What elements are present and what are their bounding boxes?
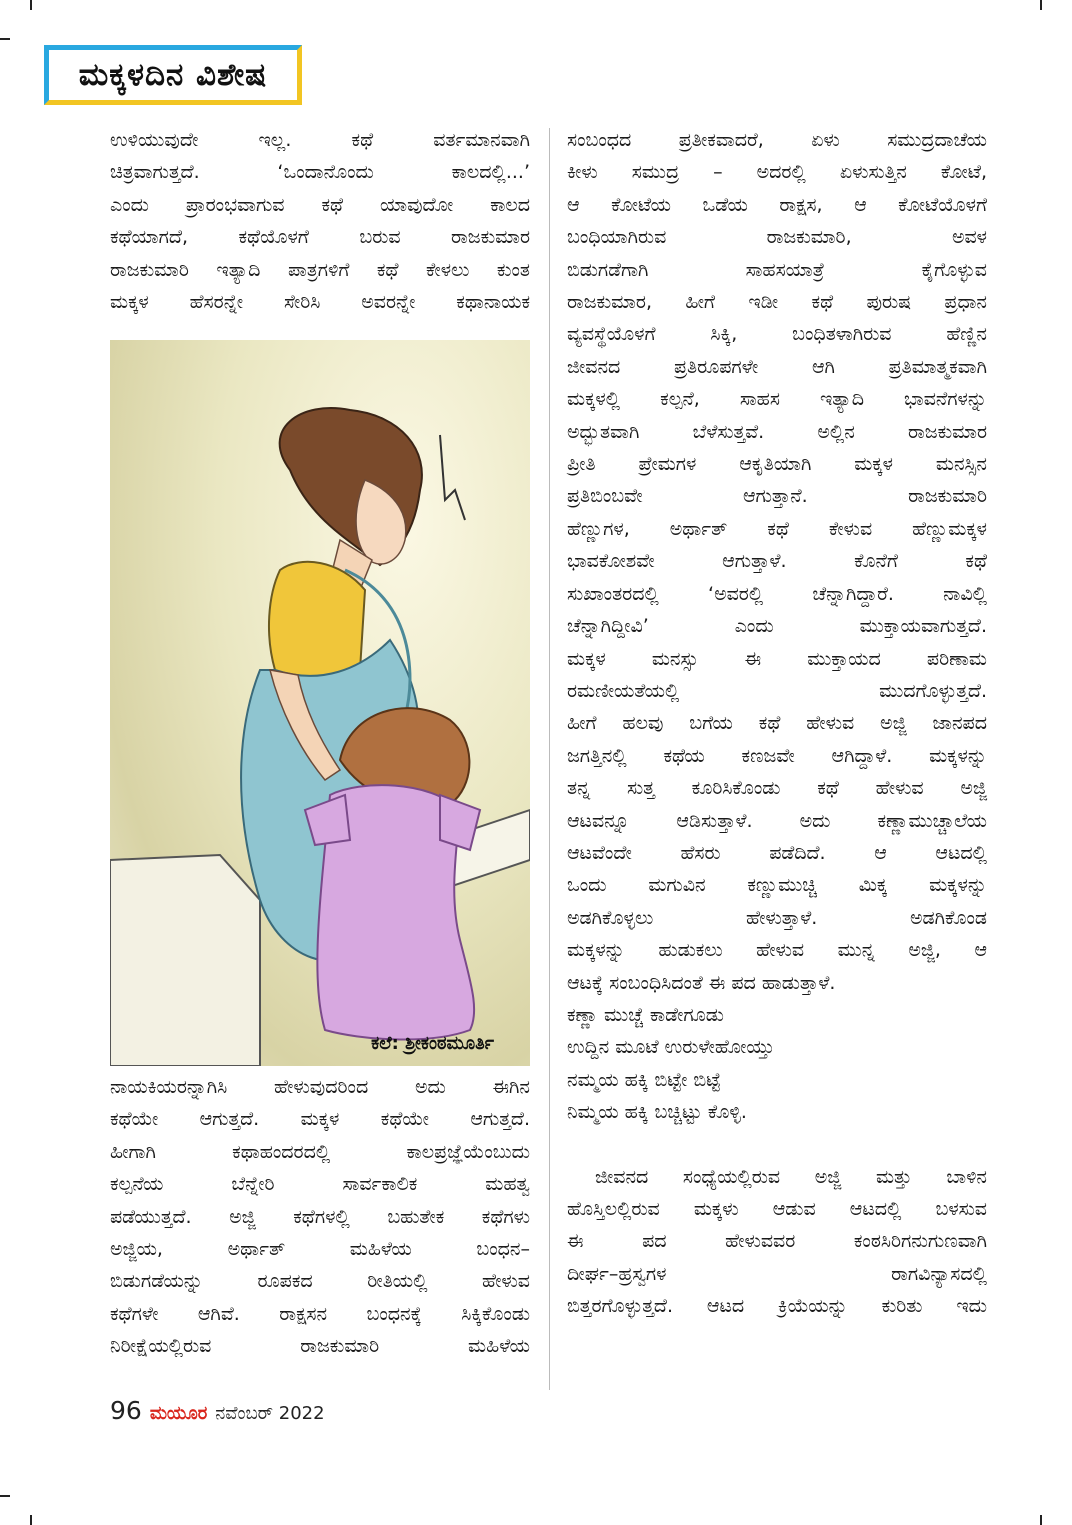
text-line: ಸುಖಾಂತರದಲ್ಲಿ ‘ಅವರಲ್ಲಿ ಚೆನ್ನಾಗಿದ್ದಾರೆ. ನಾವಿಲ್ಲಿ xyxy=(567,582,987,605)
text-line: ಚೆನ್ನಾಗಿದ್ದೀವಿ’ ಎಂದು ಮುಕ್ತಾಯವಾಗುತ್ತದೆ. xyxy=(567,615,987,638)
text-line: ಎಂದು ಪ್ರಾರಂಭವಾಗುವ ಕಥೆ ಯಾವುದೋ ಕಾಲದ xyxy=(110,193,530,216)
text-line: ಕಥೆಗಳೇ ಆಗಿವೆ. ರಾಕ್ಷಸನ ಬಂಧನಕ್ಕೆ ಸಿಕ್ಕಿಕೊಂಡು xyxy=(110,1302,530,1325)
crop-mark xyxy=(1040,0,1042,10)
illustration xyxy=(110,340,530,1066)
text-line: ಮಕ್ಕಳ ಮನಸ್ಸು ಈ ಮುಕ್ತಾಯದ ಪರಿಣಾಮ xyxy=(567,647,987,670)
illustration-caption: ಕಲೆ: ಶ್ರೀಕಂಠಮೂರ್ತಿ xyxy=(371,1033,494,1054)
issue-date: ನವೆಂಬರ್ 2022 xyxy=(215,1403,325,1424)
magazine-logo: ಮಯೂರ xyxy=(149,1403,208,1424)
verse-line: ಕಣ್ಣಾ ಮುಚ್ಚೆ ಕಾಡೇಗೂಡು xyxy=(567,1003,724,1026)
text-line: ಕಲ್ಪನೆಯ ಬೆನ್ನೇರಿ ಸಾರ್ವಕಾಲಿಕ ಮಹತ್ವ xyxy=(110,1173,530,1196)
text-line: ಭಾವಕೋಶವೇ ಆಗುತ್ತಾಳೆ. ಕೊನೆಗೆ ಕಥೆ xyxy=(567,550,987,573)
text-line: ವ್ಯವಸ್ಥೆಯೊಳಗೆ ಸಿಕ್ಕಿ, ಬಂಧಿತಳಾಗಿರುವ ಹೆಣ್ಣಿನ xyxy=(567,323,987,346)
crop-mark xyxy=(30,1515,32,1525)
left-column-top xyxy=(110,124,530,318)
text-line: ಜೀವನದ ಸಂಧ್ಯೆಯಲ್ಲಿರುವ ಅಜ್ಜಿ ಮತ್ತು ಬಾಳಿನ xyxy=(595,1165,987,1188)
left-column-bottom xyxy=(110,1071,530,1363)
column-divider xyxy=(549,128,550,1390)
text-line: ಅಡಗಿಕೊಳ್ಳಲು ಹೇಳುತ್ತಾಳೆ. ಅಡಗಿಕೊಂಡ xyxy=(567,906,987,929)
text-line: ಜಗತ್ತಿನಲ್ಲಿ ಕಥೆಯ ಕಣಜವೇ ಆಗಿದ್ದಾಳೆ. ಮಕ್ಕಳನ್ನು xyxy=(567,744,987,767)
text-line: ಬಿಡುಗಡೆಯನ್ನು ರೂಪಕದ ರೀತಿಯಲ್ಲಿ ಹೇಳುವ xyxy=(110,1270,530,1293)
text-line: ಬಿತ್ತರಗೊಳ್ಳುತ್ತದೆ. ಆಟದ ಕ್ರಿಯೆಯನ್ನು ಕುರಿತು ಇದು xyxy=(567,1295,987,1318)
text-line: ಹೆಣ್ಣುಗಳ, ಅರ್ಥಾತ್ ಕಥೆ ಕೇಳುವ ಹೆಣ್ಣುಮಕ್ಕಳ xyxy=(567,517,987,540)
text-line: ಬಂಧಿಯಾಗಿರುವ ರಾಜಕುಮಾರಿ, ಅವಳ xyxy=(567,226,987,249)
text-line: ಮಕ್ಕಳನ್ನು ಹುಡುಕಲು ಹೇಳುವ ಮುನ್ನ ಅಜ್ಜಿ, ಆ xyxy=(567,939,987,962)
text-line: ಆಟಕ್ಕೆ ಸಂಬಂಧಿಸಿದಂತೆ ಈ ಪದ ಹಾಡುತ್ತಾಳೆ. xyxy=(567,971,836,994)
mother-child-illustration xyxy=(110,340,530,1066)
crop-mark xyxy=(0,38,10,40)
text-line: ಮಕ್ಕಳಲ್ಲಿ ಕಲ್ಪನೆ, ಸಾಹಸ ಇತ್ಯಾದಿ ಭಾವನೆಗಳನ್ನು xyxy=(567,388,987,411)
text-line: ಪಡೆಯುತ್ತದೆ. ಅಜ್ಜಿ ಕಥೆಗಳಲ್ಲಿ ಬಹುತೇಕ ಕಥೆಗಳು xyxy=(110,1205,530,1228)
text-line: ರಾಜಕುಮಾರಿ ಇತ್ಯಾದಿ ಪಾತ್ರಗಳಿಗೆ ಕಥೆ ಕೇಳಲು ಕುಂತ xyxy=(110,258,530,281)
page-footer xyxy=(110,1396,325,1425)
text-line: ರಮಣೀಯತೆಯಲ್ಲಿ ಮುದಗೊಳ್ಳುತ್ತದೆ. xyxy=(567,679,987,702)
text-line: ಕಥೆಯೇ ಆಗುತ್ತದೆ. ಮಕ್ಕಳ ಕಥೆಯೇ ಆಗುತ್ತದೆ. xyxy=(110,1108,530,1131)
rhyme-verse xyxy=(567,999,987,1129)
crop-mark xyxy=(1040,1515,1042,1525)
text-line: ಆಟವೆಂದೇ ಹೆಸರು ಪಡೆದಿದೆ. ಆ ಆಟದಲ್ಲಿ xyxy=(567,841,987,864)
text-line: ಆ ಕೋಟೆಯ ಒಡೆಯ ರಾಕ್ಷಸ, ಆ ಕೋಟೆಯೊಳಗೆ xyxy=(567,193,987,216)
paragraph-gap xyxy=(567,1129,987,1161)
text-line: ಪ್ರೀತಿ ಪ್ರೇಮಗಳ ಆಕೃತಿಯಾಗಿ ಮಕ್ಕಳ ಮನಸ್ಸಿನ xyxy=(567,453,987,476)
section-tag-label: ಮಕ್ಕಳದಿನ ವಿಶೇಷ xyxy=(78,56,268,93)
text-line: ಕೀಳು ಸಮುದ್ರ – ಅದರಲ್ಲಿ ಏಳುಸುತ್ತಿನ ಕೋಟೆ, xyxy=(567,161,987,184)
text-line: ಹೀಗೆ ಹಲವು ಬಗೆಯ ಕಥೆ ಹೇಳುವ ಅಜ್ಜಿ ಜಾನಪದ xyxy=(567,712,987,735)
text-line: ಜೀವನದ ಪ್ರತಿರೂಪಗಳೇ ಆಗಿ ಪ್ರತಿಮಾತ್ಮಕವಾಗಿ xyxy=(567,355,987,378)
verse-line: ನಮ್ಮಯ ಹಕ್ಕಿ ಬಿಟ್ಟೇ ಬಿಟ್ಟೆ xyxy=(567,1068,721,1091)
text-line: ಉಳಿಯುವುದೇ ಇಲ್ಲ. ಕಥೆ ವರ್ತಮಾನವಾಗಿ xyxy=(110,129,530,151)
text-line: ನಿರೀಕ್ಷೆಯಲ್ಲಿರುವ ರಾಜಕುಮಾರಿ ಮಹಿಳೆಯ xyxy=(110,1335,530,1358)
text-line: ರಾಜಕುಮಾರ, ಹೀಗೆ ಇಡೀ ಕಥೆ ಪುರುಷ ಪ್ರಧಾನ xyxy=(567,291,987,314)
crop-mark xyxy=(0,1495,10,1497)
verse-line: ನಿಮ್ಮಯ ಹಕ್ಕಿ ಬಚ್ಚಿಟ್ಟು ಕೊಳ್ಳಿ. xyxy=(567,1101,747,1124)
text-line: ಬಿಡುಗಡೆಗಾಗಿ ಸಾಹಸಯಾತ್ರೆ ಕೈಗೊಳ್ಳುವ xyxy=(567,258,987,281)
section-tag xyxy=(44,45,302,105)
text-line: ಕಥೆಯಾಗದೆ, ಕಥೆಯೊಳಗೆ ಬರುವ ರಾಜಕುಮಾರ xyxy=(110,226,530,249)
text-line: ದೀರ್ಘ–ಹ್ರಸ್ವಗಳ ರಾಗವಿನ್ಯಾಸದಲ್ಲಿ xyxy=(567,1262,987,1285)
text-line: ಅಜ್ಜಿಯ, ಅರ್ಥಾತ್ ಮಹಿಳೆಯ ಬಂಧನ– xyxy=(110,1238,530,1261)
text-line: ಆಟವನ್ನೂ ಆಡಿಸುತ್ತಾಳೆ. ಅದು ಕಣ್ಣಾಮುಚ್ಚಾಲೆಯ xyxy=(567,809,987,832)
text-line: ಹೊಸ್ತಿಲಲ್ಲಿರುವ ಮಕ್ಕಳು ಆಡುವ ಆಟದಲ್ಲಿ ಬಳಸುವ xyxy=(567,1198,987,1220)
text-line: ಮಕ್ಕಳ ಹೆಸರನ್ನೇ ಸೇರಿಸಿ ಅವರನ್ನೇ ಕಥಾನಾಯಕ xyxy=(110,291,530,314)
crop-mark xyxy=(30,0,32,10)
text-line: ಈ ಪದ ಹೇಳುವವರ ಕಂಠಸಿರಿಗನುಗುಣವಾಗಿ xyxy=(567,1230,987,1253)
text-line: ಚಿತ್ರವಾಗುತ್ತದೆ. ‘ಒಂದಾನೊಂದು ಕಾಲದಲ್ಲಿ...’ xyxy=(110,161,530,184)
text-line: ಸಂಬಂಧದ ಪ್ರತೀಕವಾದರೆ, ಏಳು ಸಮುದ್ರದಾಚೆಯ xyxy=(567,129,987,151)
verse-line: ಉದ್ದಿನ ಮೂಟೆ ಉರುಳೇಹೋಯ್ತು xyxy=(567,1036,775,1059)
text-line: ಅದ್ಭುತವಾಗಿ ಬೆಳೆಸುತ್ತವೆ. ಅಲ್ಲಿನ ರಾಜಕುಮಾರ xyxy=(567,420,987,443)
text-line: ಪ್ರತಿಬಿಂಬವೇ ಆಗುತ್ತಾನೆ. ರಾಜಕುಮಾರಿ xyxy=(567,485,987,508)
text-line: ತನ್ನ ಸುತ್ತ ಕೂರಿಸಿಕೊಂಡು ಕಥೆ ಹೇಳುವ ಅಜ್ಜಿ xyxy=(567,777,987,800)
text-line: ಹೀಗಾಗಿ ಕಥಾಹಂದರದಲ್ಲಿ ಕಾಲಪ್ರಜ್ಞೆಯೆಂಬುದು xyxy=(110,1140,530,1163)
text-line: ನಾಯಕಿಯರನ್ನಾಗಿಸಿ ಹೇಳುವುದರಿಂದ ಅದು ಈಗಿನ xyxy=(110,1076,530,1098)
right-column xyxy=(567,124,987,1323)
text-line: ಒಂದು ಮಗುವಿನ ಕಣ್ಣುಮುಚ್ಚಿ ಮಿಕ್ಕ ಮಕ್ಕಳನ್ನು xyxy=(567,874,987,897)
page-number: 96 xyxy=(110,1396,142,1425)
